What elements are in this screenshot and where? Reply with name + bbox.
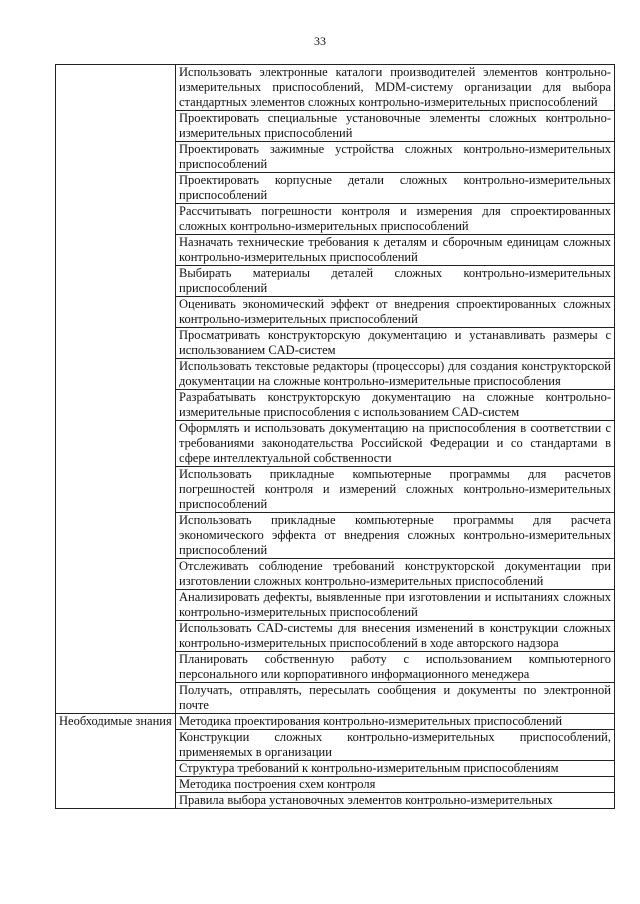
- table-cell: Использовать прикладные компьютерные программы для расчетов погрешностей контроля и измерений сложных контрольно-измерительных приспособлений: [176, 467, 615, 513]
- row-label: Необходимые знания: [56, 714, 176, 809]
- table-cell: Проектировать специальные установочные элементы сложных контрольно-измерительных приспособлений: [176, 111, 615, 142]
- table-row: [56, 714, 615, 730]
- page-number: 33: [314, 34, 326, 48]
- table-cell: Просматривать конструкторскую документацию и устанавливать размеры с использованием CAD-систем: [176, 328, 615, 359]
- table-cell: Проектировать зажимные устройства сложных контрольно-измерительных приспособлений: [176, 142, 615, 173]
- table-cell: Назначать технические требования к деталям и сборочным единицам сложных контрольно-измерительных приспособлений: [176, 235, 615, 266]
- table-cell: Планировать собственную работу с использованием компьютерного персонального или корпоративного информационного менеджера: [176, 652, 615, 683]
- table-cell: Конструкции сложных контрольно-измерительных приспособлений, применяемых в организации: [176, 730, 615, 761]
- table-cell: Анализировать дефекты, выявленные при изготовлении и испытаниях сложных контрольно-измерительных приспособлений: [176, 590, 615, 621]
- table-cell: Отслеживать соблюдение требований конструкторской документации при изготовлении сложных контрольно-измерительных приспособлений: [176, 559, 615, 590]
- table-cell: Использовать прикладные компьютерные программы для расчета экономического эффекта от внедрения сложных контрольно-измерительных приспособлений: [176, 513, 615, 559]
- table-cell: Методика проектирования контрольно-измерительных приспособлений: [176, 714, 615, 730]
- table-cell: Методика построения схем контроля: [176, 777, 615, 793]
- requirements-table: [55, 64, 615, 809]
- table-cell: Использовать электронные каталоги производителей элементов контрольно-измерительных приспособлений, MDM-систему организации для выбора стандартных элементов сложных контрольно-измерительных приспособлений: [176, 65, 615, 111]
- table-cell: Структура требований к контрольно-измерительным приспособлениям: [176, 761, 615, 777]
- table-cell: Выбирать материалы деталей сложных контрольно-измерительных приспособлений: [176, 266, 615, 297]
- table-cell: Проектировать корпусные детали сложных контрольно-измерительных приспособлений: [176, 173, 615, 204]
- table-cell: Разрабатывать конструкторскую документацию на сложные контрольно-измерительные приспособления с использованием CAD-систем: [176, 390, 615, 421]
- table-cell: Оформлять и использовать документацию на приспособления в соответствии с требованиями законодательства Российской Федерации и со стандартами в сфере интеллектуальной собственности: [176, 421, 615, 467]
- table-row: [56, 65, 615, 111]
- table-cell: Оценивать экономический эффект от внедрения спроектированных сложных контрольно-измерительных приспособлений: [176, 297, 615, 328]
- table-cell: Рассчитывать погрешности контроля и измерения для спроектированных сложных контрольно-измерительных приспособлений: [176, 204, 615, 235]
- table-cell: Использовать текстовые редакторы (процессоры) для создания конструкторской документации на сложные контрольно-измерительные приспособления: [176, 359, 615, 390]
- table-cell: Правила выбора установочных элементов контрольно-измерительных: [176, 793, 615, 809]
- table-cell: Получать, отправлять, пересылать сообщения и документы по электронной почте: [176, 683, 615, 714]
- table-cell: Использовать CAD-системы для внесения изменений в конструкции сложных контрольно-измерительных приспособлений в ходе авторского надзора: [176, 621, 615, 652]
- row-label: [56, 65, 176, 714]
